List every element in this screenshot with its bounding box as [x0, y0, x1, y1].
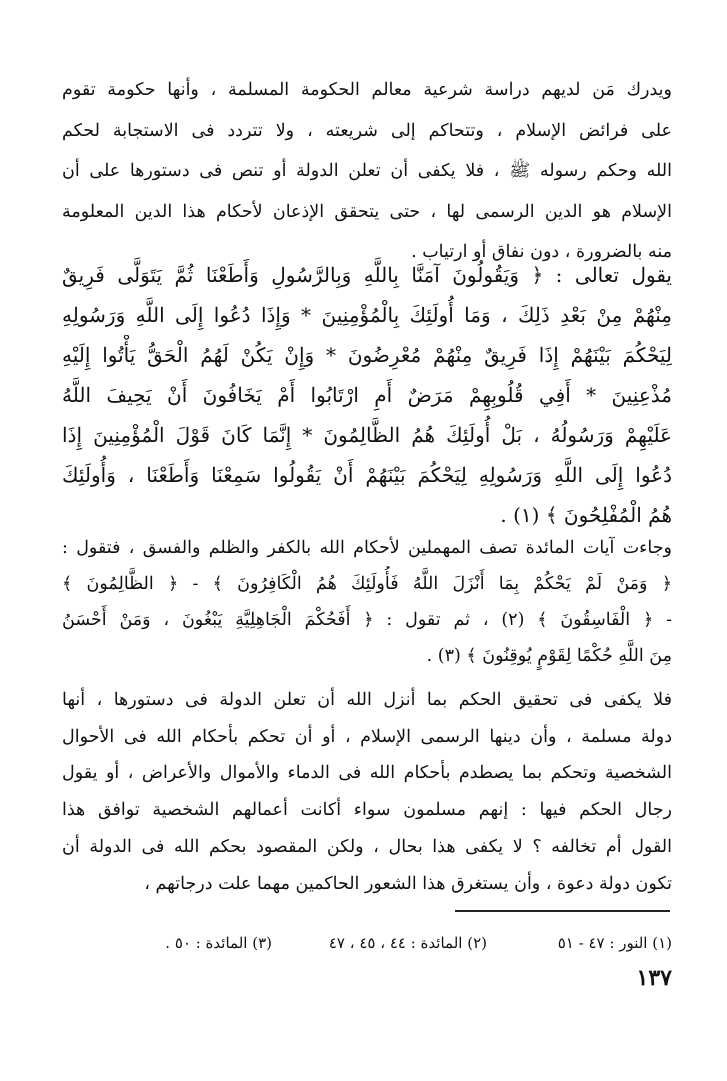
text-line: - ﴿ الْفَاسِقُونَ ﴾ (٢) ، ثم تقول : ﴿ أَفَحُكْمَ الْجَاهِلِيَّةِ يَبْغُونَ ، وَمَنْ أَحْسَنُ — [62, 610, 672, 630]
paragraph-3 — [62, 530, 672, 674]
text-line: الله وحكم رسوله ﷺ ، فلا يكفى أن تعلن الدولة أو تنص فى دستورها على أن — [62, 161, 672, 182]
footnote-1: (١) النور : ٤٧ - ٥١ — [557, 934, 672, 952]
text-line: منه بالضرورة ، دون نفاق أو ارتياب . — [411, 242, 672, 263]
footnote-3: (٣) المائدة : ٥٠ . — [165, 934, 272, 952]
text-line: الإسلام هو الدين الرسمى لها ، حتى يتحقق الإذعان لأحكام هذا الدين المعلومة — [62, 201, 672, 222]
quran-quote-paragraph — [62, 255, 672, 535]
footnote-2: (٢) المائدة : ٤٤ ، ٤٥ ، ٤٧ — [328, 934, 487, 952]
footnotes — [62, 930, 672, 956]
text-line: ﴿ وَمَنْ لَمْ يَحْكُمْ بِمَا أَنْزَلَ اللَّهُ فَأُولَئِكَ هُمُ الْكَافِرُونَ ﴾ - ﴿ الظَّالِمُونَ ﴾ — [62, 574, 672, 594]
text-line: وجاءت آيات المائدة تصف المهملين لأحكام الله بالكفر والظلم والفسق ، فتقول : — [62, 538, 672, 558]
text-line: تكون دولة دعوة ، وأن يستغرق هذا الشعور الحاكمين مهما علت درجاتهم ، — [144, 873, 672, 894]
paragraph-1 — [62, 70, 672, 273]
text-line: دُعُوا إِلَى اللَّهِ وَرَسُولِهِ لِيَحْكُمَ بَيْنَهُمْ أَنْ يَقُولُوا سَمِعْنَا وَأَطَعْنَا ، وَأُولَئِكَ — [62, 463, 672, 487]
text-line: مِنَ اللَّهِ حُكْمًا لِقَوْمٍ يُوقِنُونَ ﴾ (٣) . — [426, 646, 672, 666]
text-line: فلا يكفى فى تحقيق الحكم بما أنزل الله أن تعلن الدولة فى دستورها ، أنها — [62, 690, 672, 710]
text-line: رجال الحكم فيها : إنهم مسلمون سواء أكانت أعمالهم الشخصية توافق هذا — [62, 800, 672, 821]
paragraph-4 — [62, 682, 672, 902]
text-line: على فرائض الإسلام ، وتتحاكم إلى شريعته ، ولا تتردد فى الاستجابة لحكم — [62, 120, 672, 141]
text-line: مِنْهُمْ مِنْ بَعْدِ ذَلِكَ ، وَمَا أُولَئِكَ بِالْمُؤْمِنِينَ * وَإِذَا دُعُوا إِلَى اللَّهِ وَرَسُولِهِ — [62, 303, 672, 327]
text-line: القول أم تخالفه ؟ لا يكفى هذا بحال ، ولكن المقصود بحكم الله فى الدولة أن — [62, 836, 672, 857]
text-line: مُذْعِنِينَ * أَفِي قُلُوبِهِمْ مَرَضٌ أَمِ ارْتَابُوا أَمْ يَخَافُونَ أَنْ يَحِيفَ اللَّهُ — [62, 383, 672, 407]
text-line: لِيَحْكُمَ بَيْنَهُمْ إِذَا فَرِيقٌ مِنْهُمْ مُعْرِضُونَ * وَإِنْ يَكُنْ لَهُمُ الْحَقُّ يَأْتُوا إِلَيْهِ — [62, 343, 672, 367]
text-line: هُمُ الْمُفْلِحُونَ ﴾ (١) . — [500, 503, 672, 527]
footnote-divider — [455, 910, 670, 912]
text-line: عَلَيْهِمْ وَرَسُولُهُ ، بَلْ أُولَئِكَ هُمُ الظَّالِمُونَ * إِنَّمَا كَانَ قَوْلَ الْمُؤْمِنِينَ إِذَا — [62, 423, 672, 447]
page-number: ١٣٧ — [636, 965, 672, 991]
text-line: دولة مسلمة ، وأن دينها الرسمى الإسلام ، أو أن تحكم بأحكام الله فى الأحوال — [62, 726, 672, 747]
text-line: الشخصية وتحكم بما يصطدم بأحكام الله فى الدماء والأموال والأعراض ، أو يقول — [62, 763, 672, 784]
text-line: ويدرك مَن لديهم دراسة شرعية معالم الحكومة المسلمة ، وأنها حكومة تقوم — [62, 80, 672, 100]
text-line: يقول تعالى : ﴿ وَيَقُولُونَ آمَنَّا بِاللَّهِ وَبِالرَّسُولِ وَأَطَعْنَا ثُمَّ يَتَوَلَّى فَرِيقٌ — [62, 263, 672, 287]
